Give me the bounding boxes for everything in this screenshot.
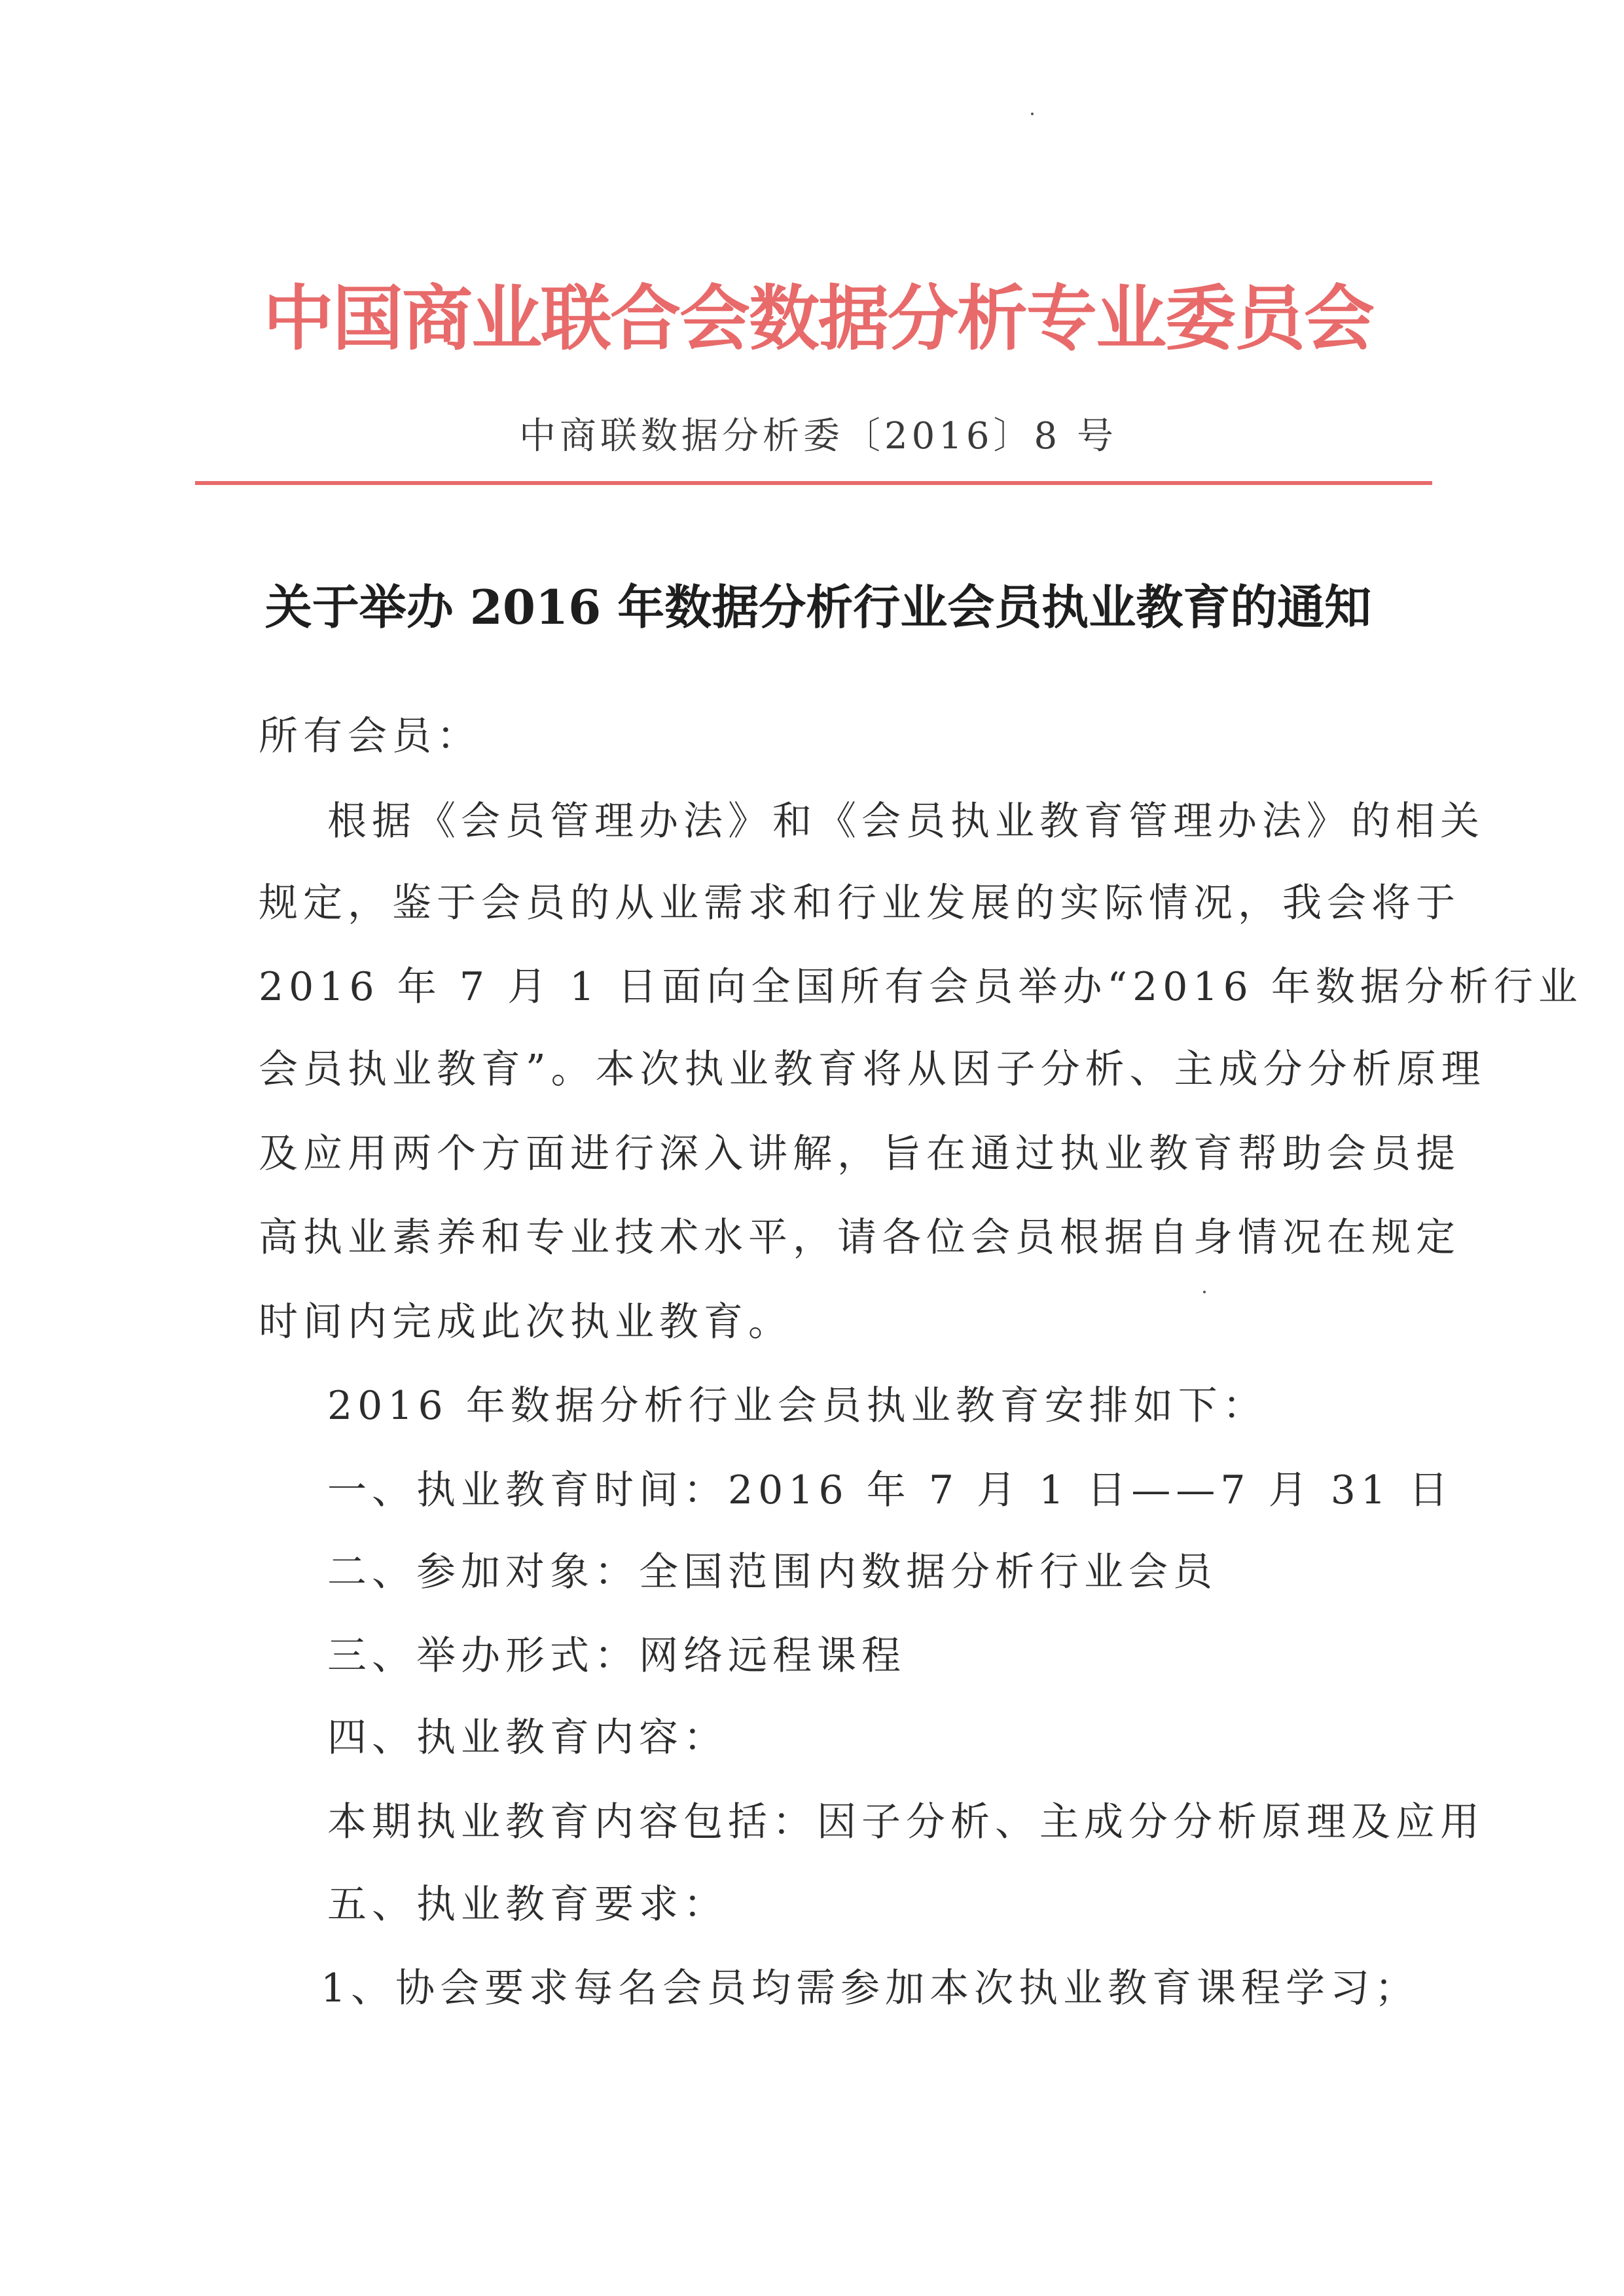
list-item: 五、执业教育要求： xyxy=(327,1882,728,1928)
list-item: 四、执业教育内容： xyxy=(327,1715,728,1761)
scan-speck xyxy=(1203,1291,1206,1293)
paragraph-line: 及应用两个方面进行深入讲解，旨在通过执业教育帮助会员提 xyxy=(259,1131,1460,1177)
list-item: 1、协会要求每名会员均需参加本次执业教育课程学习； xyxy=(321,1965,1420,2011)
list-item: 二、参加对象：全国范围内数据分析行业会员 xyxy=(327,1549,1218,1595)
document-number: 中商联数据分析委〔2016〕8 号 xyxy=(519,415,1117,457)
organization-header: 中国商业联合会数据分析专业委员会 xyxy=(262,278,1373,360)
scan-speck xyxy=(1031,113,1034,115)
list-item: 本期执业教育内容包括：因子分析、主成分分析原理及应用 xyxy=(327,1799,1485,1845)
arrangement-intro: 2016 年数据分析行业会员执业教育安排如下： xyxy=(327,1383,1267,1429)
paragraph-line: 会员执业教育”。本次执业教育将从因子分析、主成分分析原理 xyxy=(259,1047,1486,1092)
header-divider xyxy=(195,481,1432,485)
paragraph-line: 时间内完成此次执业教育。 xyxy=(259,1299,793,1345)
salutation: 所有会员： xyxy=(259,713,481,759)
notice-title: 关于举办 2016 年数据分析行业会员执业教育的通知 xyxy=(264,579,1372,635)
paragraph-line: 2016 年 7 月 1 日面向全国所有会员举办“2016 年数据分析行业 xyxy=(259,964,1583,1010)
list-item: 一、执业教育时间：2016 年 7 月 1 日——7 月 31 日 xyxy=(327,1467,1454,1513)
paragraph-line: 规定，鉴于会员的从业需求和行业发展的实际情况，我会将于 xyxy=(259,880,1460,926)
paragraph-line: 高执业素养和专业技术水平，请各位会员根据自身情况在规定 xyxy=(259,1215,1460,1261)
paragraph-line: 根据《会员管理办法》和《会员执业教育管理办法》的相关 xyxy=(327,798,1485,844)
list-item: 三、举办形式：网络远程课程 xyxy=(327,1633,906,1679)
